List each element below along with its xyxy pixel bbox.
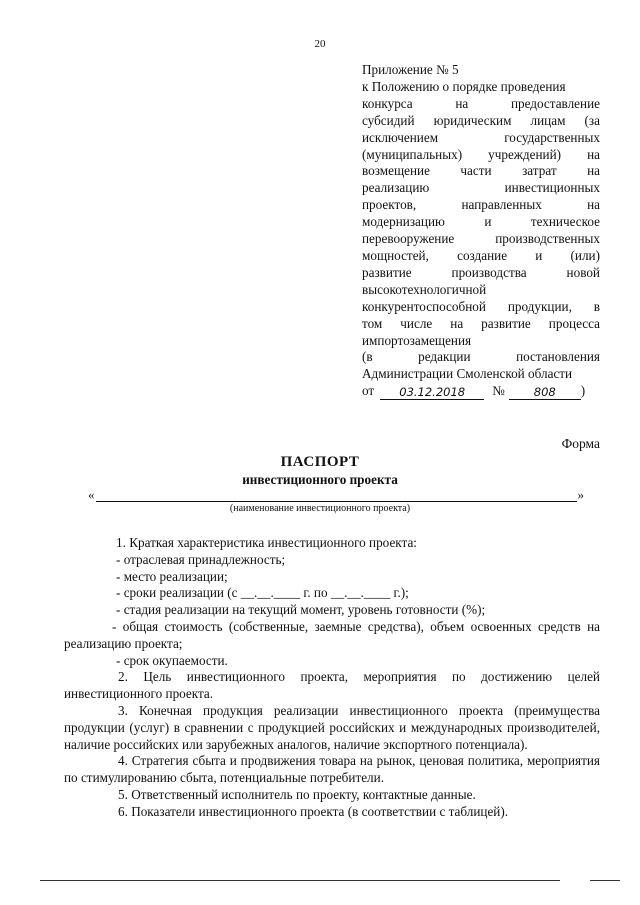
- item-2: 2. Цель инвестиционного проекта, мероприятия по достижению целей инвестиционного проекта.: [64, 669, 600, 702]
- handwritten-date: 03.12.2018: [380, 386, 484, 400]
- annex-line: субсидий юридическим лицам (за: [362, 112, 600, 128]
- annex-title: Приложение № 5: [362, 62, 459, 77]
- annex-line: модернизацию и техническое: [362, 214, 600, 230]
- annex-line: возмещение части затрат на: [362, 163, 600, 179]
- annex-line: (муниципальных) учреждений) на: [362, 146, 600, 162]
- project-name-blank: [96, 490, 577, 502]
- item-3: 3. Конечная продукция реализации инвестиционного проекта (преимущества продукции (услуг) в сравнении с продукцией российских и международных производителей, наличие российских или зарубежных аналогов, наличие экспортного потенциала).: [64, 702, 600, 752]
- item-4: 4. Стратегия сбыта и продвижения товара на рынок, ценовая политика, мероприятия по стимулированию сбыта, потенциальные потребители.: [64, 753, 600, 786]
- project-name-hint: (наименование инвестиционного проекта): [229, 503, 411, 514]
- item-5: 5. Ответственный исполнитель по проекту, контактные данные.: [118, 786, 476, 802]
- bottom-rule: [40, 880, 560, 881]
- annex-line: исключением государственных: [362, 129, 600, 145]
- annex-text: [362, 79, 600, 383]
- annex-line: проектов, направленных на: [362, 197, 600, 213]
- annex-line: мощностей, создание и (или): [362, 247, 600, 263]
- quote-close: »: [577, 487, 584, 502]
- handwritten-number: 808: [509, 386, 581, 400]
- close-paren: ): [580, 383, 586, 399]
- annex-line: высокотехнологичной: [362, 281, 487, 297]
- annex-line: реализацию инвестиционных: [362, 180, 600, 196]
- annex-line: Администрации Смоленской области: [362, 366, 573, 382]
- annex-line: (в редакции постановления: [362, 349, 600, 365]
- annex-line: том числе на развитие процесса: [362, 315, 600, 331]
- item-1-sub-stage: - стадия реализации на текущий момент, уровень готовности (%);: [116, 602, 486, 618]
- annex-line: конкурса на предоставление: [362, 95, 600, 111]
- bottom-rule-short: [590, 880, 620, 881]
- item-1-sub-payback: - срок окупаемости.: [116, 652, 228, 668]
- number-prefix: №: [492, 383, 505, 399]
- annex-line: к Положению о порядке проведения: [362, 78, 566, 94]
- item-1-sub-cost: - общая стоимость (собственные, заемные средства), объем освоенных средств на реализацию проекта;: [64, 618, 600, 651]
- annex-line: конкурентоспособной продукции, в: [362, 298, 600, 314]
- annex-block: [362, 62, 600, 400]
- item-1-sub-timeline: - сроки реализации (с __.__.____ г. по __.__.____ г.);: [116, 585, 409, 601]
- form-label: Форма: [561, 436, 600, 451]
- item-1-sub-location: - место реализации;: [116, 568, 228, 584]
- date-prefix: от: [362, 383, 375, 399]
- annex-line: развитие производства новой: [362, 264, 600, 280]
- item-1: 1. Краткая характеристика инвестиционного проекта:: [116, 535, 417, 550]
- annex-date-line: [362, 383, 600, 400]
- document-title: ПАСПОРТ: [280, 454, 360, 470]
- document-subtitle: инвестиционного проекта: [242, 472, 398, 487]
- document-body: [64, 535, 600, 821]
- annex-line: импортозамещения: [362, 332, 472, 348]
- annex-line: перевооружение производственных: [362, 231, 600, 247]
- item-1-sub-industry: - отраслевая принадлежность;: [116, 551, 286, 567]
- project-name-line: [88, 488, 584, 502]
- page-number: 20: [314, 38, 326, 50]
- quote-open: «: [88, 487, 95, 502]
- item-6: 6. Показатели инвестиционного проекта (в соответствии с таблицей).: [118, 803, 509, 819]
